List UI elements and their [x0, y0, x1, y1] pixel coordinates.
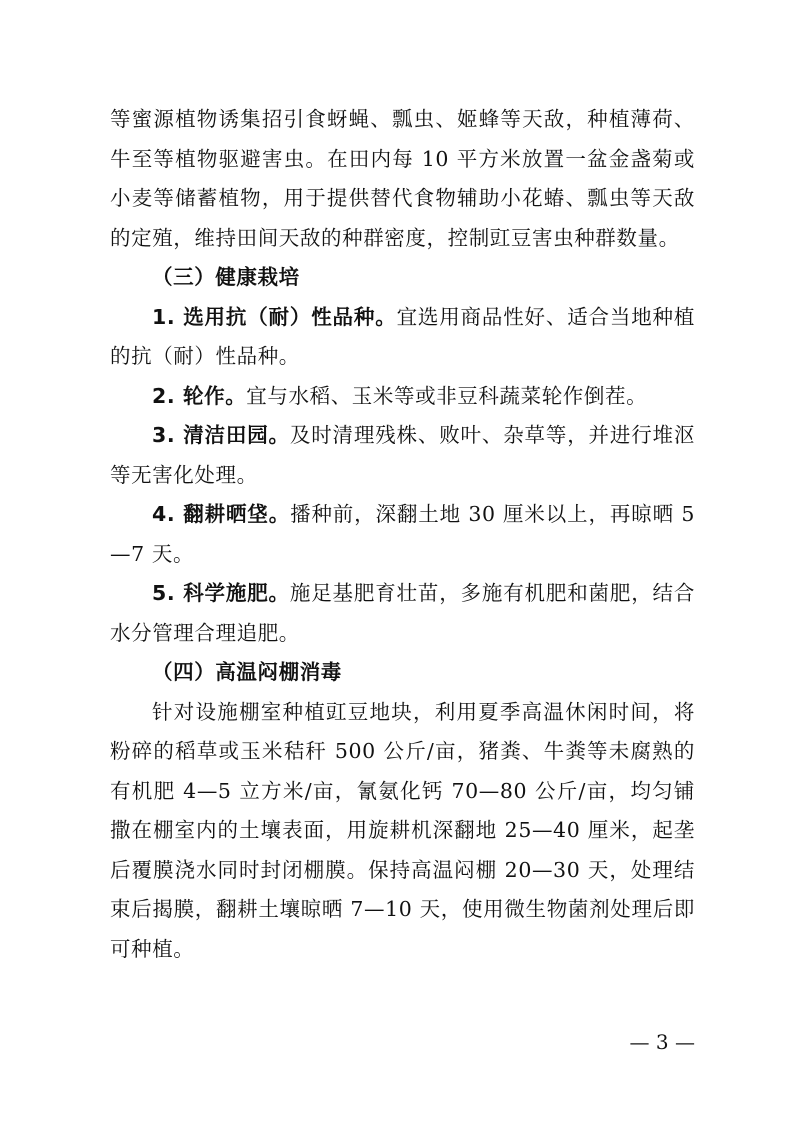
item-2-body: 宜与水稻、玉米等或非豆科蔬菜轮作倒茬。: [246, 383, 648, 408]
item-3-body: 及时清理残株、败叶、杂草等，并进行堆沤等无害化处理。: [110, 423, 695, 487]
document-body: [110, 100, 695, 969]
item-3-title: 3. 清洁田园。: [152, 423, 290, 447]
item-3-paragraph: [110, 416, 695, 495]
item-1-paragraph: [110, 298, 695, 377]
item-2-paragraph: [110, 377, 695, 417]
item-1-title: 1. 选用抗（耐）性品种。: [152, 304, 397, 329]
item-5-body: 施足基肥育壮苗，多施有机肥和菌肥，结合水分管理合理追肥。: [110, 581, 695, 645]
page-number: — 3 —: [629, 1030, 695, 1054]
item-4-title: 4. 翻耕晒垡。: [152, 502, 291, 526]
section-4-heading: （四）高温闷棚消毒: [152, 660, 342, 684]
item-1-body: 宜选用商品性好、适合当地种植的抗（耐）性品种。: [110, 304, 695, 368]
section-3-heading: （三）健康栽培: [152, 265, 300, 289]
item-2-title: 2. 轮作。: [152, 383, 247, 408]
item-5-title: 5. 科学施肥。: [152, 581, 290, 605]
item-5-paragraph: [110, 574, 695, 653]
section-4-paragraph: 针对设施棚室种植豇豆地块，利用夏季高温休闲时间，将粉碎的稻草或玉米秸秆 500 公斤/亩，猪粪、牛粪等未腐熟的有机肥 4—5 立方米/亩，氰氨化钙 70—80 公斤/亩，均匀铺撒在棚室内的土壤表面，用旋耕机深翻地 25—40 厘米，起垄后覆膜浇水同时封闭棚膜。保持高温闷棚 20—30 天，处理结束后揭膜，翻耕土壤晾晒 7—10 天，使用微生物菌剂处理后即可种植。: [110, 699, 695, 961]
item-4-paragraph: [110, 495, 695, 574]
item-4-body: 播种前，深翻土地 30 厘米以上，再晾晒 5—7 天。: [110, 502, 695, 566]
intro-paragraph: 等蜜源植物诱集招引食蚜蝇、瓢虫、姬蜂等天敌，种植薄荷、牛至等植物驱避害虫。在田内每 10 平方米放置一盆金盏菊或小麦等储蓄植物，用于提供替代食物辅助小花蝽、瓢虫等天敌的定殖，维持田间天敌的种群密度，控制豇豆害虫种群数量。: [110, 107, 695, 250]
